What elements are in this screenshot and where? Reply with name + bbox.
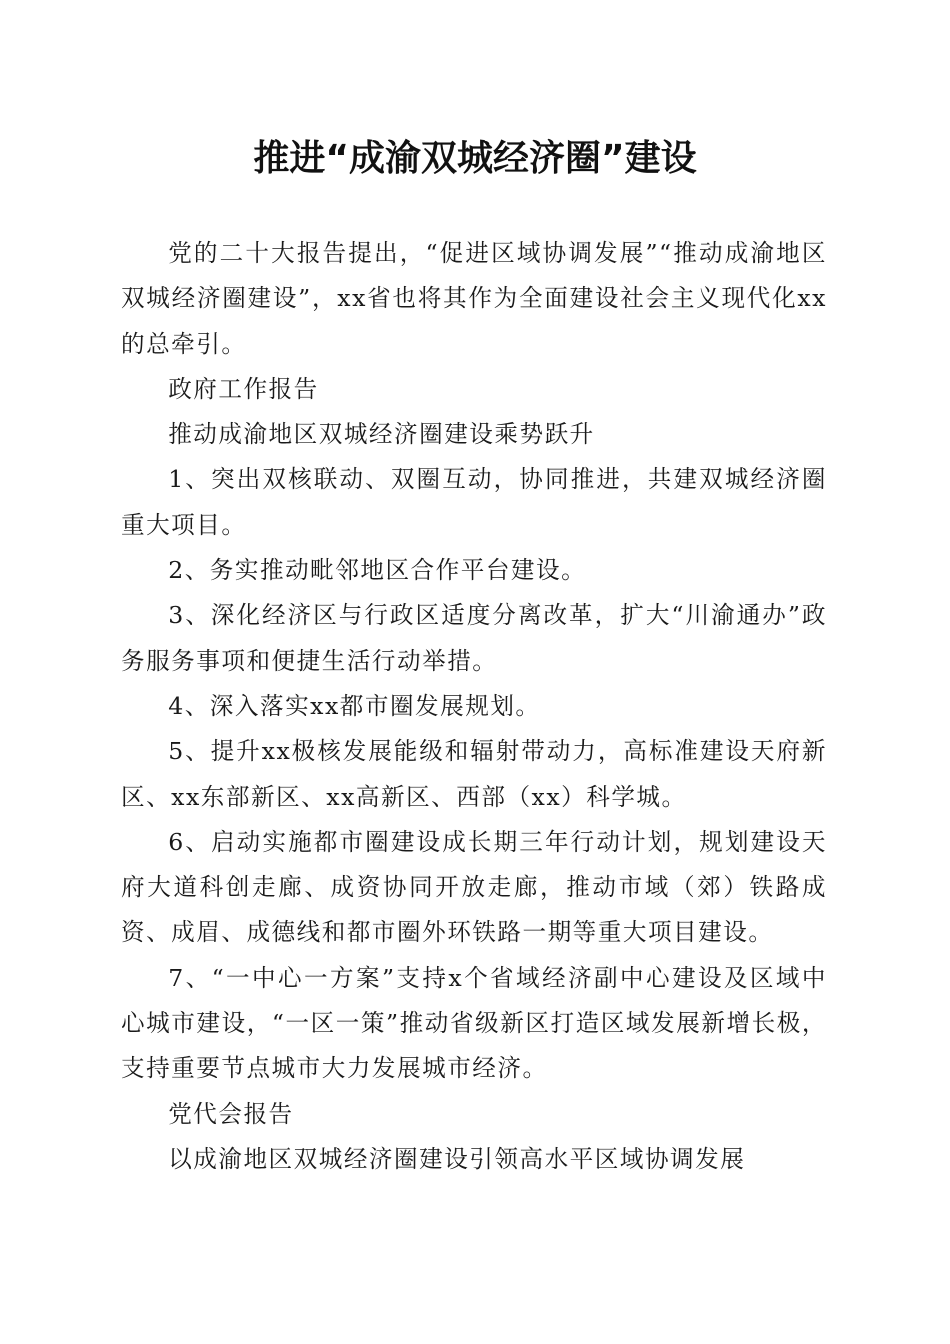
- document-title: 推进“成渝双城经济圈”建设: [253, 138, 697, 179]
- section-heading-party-congress-report: 党代会报告: [168, 1099, 294, 1128]
- document-body: [121, 231, 827, 1182]
- list-item-3: 3、深化经济区与行政区适度分离改革，扩大“川渝通办”政务服务事项和便捷生活行动举措。: [121, 601, 827, 675]
- section-heading-government-report: 政府工作报告: [168, 374, 319, 403]
- list-item-4: 4、深入落实xx都市圈发展规划。: [168, 691, 541, 720]
- list-item-7: 7、“一中心一方案”支持x个省域经济副中心建设及区域中心城市建设，“一区一策”推动省级新区打造区域发展新增长极，支持重要节点城市大力发展城市经济。: [121, 963, 827, 1083]
- list-item-2: 2、务实推动毗邻地区合作平台建设。: [168, 556, 587, 585]
- list-item-1: 1、突出双核联动、双圈互动，协同推进，共建双城经济圈重大项目。: [121, 465, 827, 539]
- list-item-5: 5、提升xx极核发展能级和辐射带动力，高标准建设天府新区、xx东部新区、xx高新区、西部（xx）科学城。: [121, 737, 827, 811]
- paragraph-intro: 党的二十大报告提出，“促进区域协调发展”“推动成渝地区双城经济圈建设”，xx省也将其作为全面建设社会主义现代化xx的总牵引。: [121, 239, 827, 358]
- subheading-party-congress-report: 以成渝地区双城经济圈建设引领高水平区域协调发展: [168, 1144, 746, 1173]
- subheading-government-report: 推动成渝地区双城经济圈建设乘势跃升: [168, 420, 595, 449]
- list-item-6: 6、启动实施都市圈建设成长期三年行动计划，规划建设天府大道科创走廊、成资协同开放走廊，推动市域（郊）铁路成资、成眉、成德线和都市圈外环铁路一期等重大项目建设。: [121, 827, 827, 947]
